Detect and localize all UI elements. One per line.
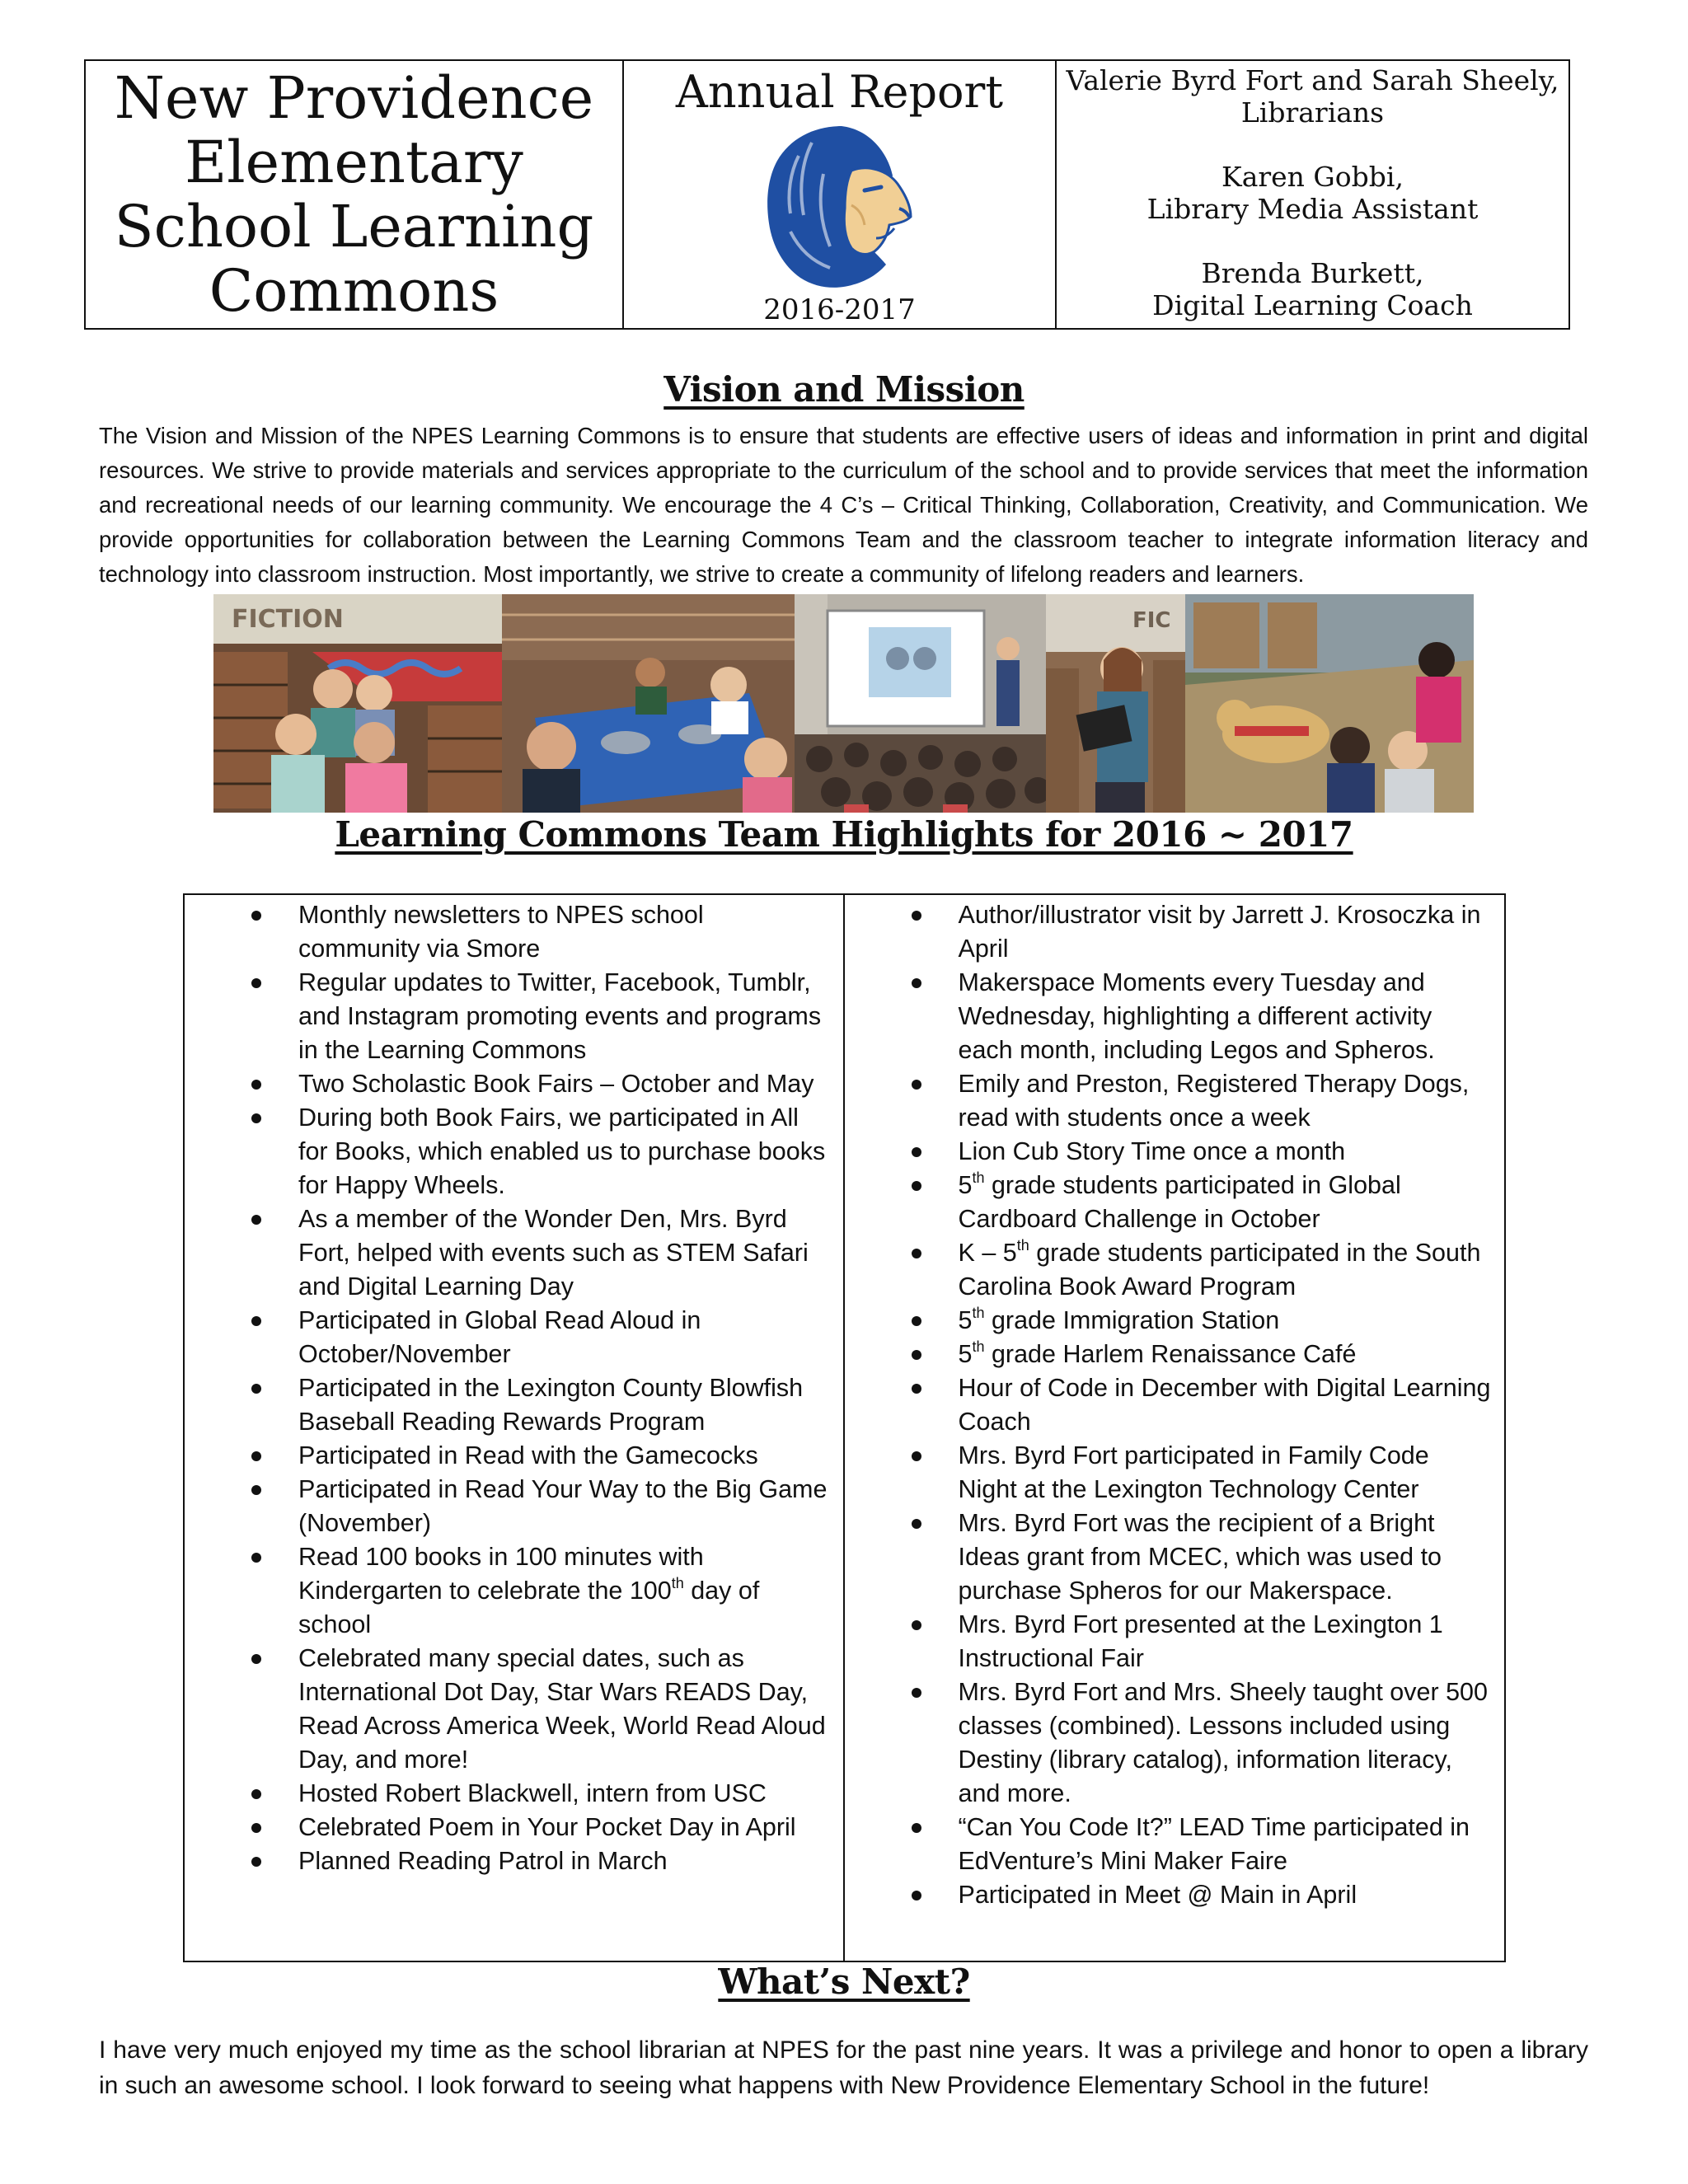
highlight-item [185, 1473, 843, 1540]
staff-name: Valerie Byrd Fort and Sarah Sheely, [1066, 64, 1559, 96]
staff-entry [1057, 161, 1568, 225]
staff-role: Digital Learning Coach [1152, 289, 1473, 321]
report-title-cell [624, 61, 1057, 328]
highlight-item [185, 966, 843, 1067]
ordinal-suffix: th [972, 1338, 985, 1355]
highlight-text: grade Harlem Renaissance Café [984, 1340, 1357, 1368]
highlight-text: Lion Cub Story Time once a month [958, 1137, 1346, 1165]
highlight-text: grade Immigration Station [984, 1306, 1280, 1334]
highlight-text: day of school [298, 1577, 760, 1638]
highlight-item [185, 1101, 843, 1202]
ordinal-suffix: th [1016, 1236, 1029, 1254]
report-title: Annual Report [675, 66, 1004, 118]
highlights-heading: Learning Commons Team Highlights for 2016 ~ 2017 [335, 814, 1353, 855]
highlight-text: Makerspace Moments every Tuesday and Wednesday, highlighting a different activity each month, including Legos and Spheros. [958, 968, 1435, 1064]
report-header [84, 59, 1570, 330]
highlight-text: Planned Reading Patrol in March [298, 1847, 668, 1875]
highlight-text: Two Scholastic Book Fairs – October and May [298, 1070, 814, 1098]
highlight-text: Hosted Robert Blackwell, intern from USC [298, 1779, 767, 1807]
highlight-item [845, 966, 1505, 1067]
highlight-text: 5 [958, 1306, 973, 1334]
highlight-item [845, 1236, 1505, 1304]
highlight-text: grade students participated in Global Cardboard Challenge in October [958, 1171, 1401, 1233]
highlight-text: 5 [958, 1171, 973, 1199]
ordinal-suffix: th [972, 1169, 985, 1186]
highlight-text: Participated in Global Read Aloud in October/November [298, 1306, 701, 1368]
photo-classroom-presentation [795, 594, 1046, 813]
highlight-item [185, 1304, 843, 1371]
highlight-item [185, 1777, 843, 1811]
report-year: 2016-2017 [763, 293, 916, 326]
highlights-right-column [845, 895, 1505, 1961]
highlight-item [845, 1338, 1505, 1371]
highlight-text: Emily and Preston, Registered Therapy Dogs, read with students once a week [958, 1070, 1470, 1132]
highlight-item [845, 1371, 1505, 1439]
highlight-item [845, 1811, 1505, 1878]
highlight-text: Participated in Meet @ Main in April [958, 1881, 1357, 1909]
highlight-item [185, 1371, 843, 1439]
ordinal-suffix: th [671, 1574, 684, 1591]
staff-name: Karen Gobbi, [1221, 161, 1404, 193]
highlight-item [845, 1067, 1505, 1135]
ordinal-suffix: th [972, 1304, 985, 1321]
highlight-text: Read 100 books in 100 minutes with Kindergarten to celebrate the 100 [298, 1543, 704, 1605]
highlight-text: 5 [958, 1340, 973, 1368]
highlight-item [845, 1169, 1505, 1236]
highlight-item [185, 1844, 843, 1878]
photo-reading-aloud [1046, 594, 1185, 813]
highlight-item [185, 1642, 843, 1777]
staff-list [1057, 61, 1568, 321]
highlight-item [845, 898, 1505, 966]
lion-mascot-logo [766, 123, 914, 289]
highlight-text: Monthly newsletters to NPES school community via Smore [298, 901, 704, 963]
staff-name: Brenda Burkett, [1201, 257, 1424, 289]
staff-entry [1057, 64, 1568, 129]
school-name-cell [86, 61, 624, 328]
closing-paragraph: I have very much enjoyed my time as the school librarian at NPES for the past nine years. It was a privilege and honor to open a library in such an awesome school. I look forward to seeing what happens with New Providence Elementary School in the future! [99, 2036, 1588, 2099]
highlight-item [185, 898, 843, 966]
highlight-text: Mrs. Byrd Fort and Mrs. Sheely taught over 500 classes (combined). Lessons included using Destiny (library catalog), information literacy, and more. [958, 1678, 1488, 1807]
highlight-item [845, 1878, 1505, 1912]
highlights-right-list [845, 898, 1505, 1912]
highlight-item [845, 1675, 1505, 1811]
highlight-item [845, 1608, 1505, 1675]
school-name: New Providence Elementary School Learning Commons [114, 64, 594, 325]
highlights-left-list [185, 898, 843, 1878]
highlight-item [185, 1811, 843, 1844]
photo-therapy-dog [1185, 594, 1474, 813]
vision-paragraph: The Vision and Mission of the NPES Learning Commons is to ensure that students are effective users of ideas and information in print and digital resources. We strive to provide materials and services appropriate to the curriculum of the school and to provide services that meet the information and recreational needs of our learning community. We encourage the 4 C’s – Critical Thinking, Collaboration, Creativity, and Communication. We provide opportunities for collaboration between the Learning Commons Team and the classroom teacher to integrate information literacy and technology into classroom instruction. Most importantly, we strive to create a community of lifelong readers and learners. [99, 423, 1588, 587]
highlight-text: Mrs. Byrd Fort presented at the Lexington 1 Instructional Fair [958, 1610, 1443, 1672]
photo-students-table [502, 594, 795, 813]
highlight-item [185, 1540, 843, 1642]
whats-next-heading: What’s Next? [718, 1961, 970, 2002]
fic-sign-text: FIC [1132, 608, 1171, 633]
highlight-text: Celebrated many special dates, such as International Dot Day, Star Wars READS Day, Read Across America Week, World Read Aloud Day, and more! [298, 1644, 826, 1774]
staff-role: Library Media Assistant [1146, 193, 1479, 225]
staff-cell [1057, 61, 1568, 328]
staff-role: Librarians [1240, 96, 1385, 129]
highlight-text: Regular updates to Twitter, Facebook, Tumblr, and Instagram promoting events and programs in the Learning Commons [298, 968, 822, 1064]
highlight-text: Participated in Read with the Gamecocks [298, 1441, 758, 1469]
highlight-text: Mrs. Byrd Fort was the recipient of a Bright Ideas grant from MCEC, which was used to purchase Spheros for our Makerspace. [958, 1509, 1442, 1605]
photo-strip [213, 594, 1474, 813]
photo-library-staff [213, 594, 502, 813]
highlight-item [845, 1304, 1505, 1338]
highlight-text: Author/illustrator visit by Jarrett J. Krosoczka in April [958, 901, 1481, 963]
highlight-text: “Can You Code It?” LEAD Time participated in EdVenture’s Mini Maker Faire [958, 1813, 1470, 1875]
highlight-item [845, 1507, 1505, 1608]
highlight-text: Mrs. Byrd Fort participated in Family Code Night at the Lexington Technology Center [958, 1441, 1429, 1503]
highlights-left-column [185, 895, 845, 1961]
highlight-text: Participated in the Lexington County Blowfish Baseball Reading Rewards Program [298, 1374, 804, 1436]
highlight-item [185, 1439, 843, 1473]
highlight-text: Celebrated Poem in Your Pocket Day in April [298, 1813, 796, 1841]
highlight-text: Participated in Read Your Way to the Big Game (November) [298, 1475, 828, 1537]
highlights-table [183, 893, 1506, 1962]
staff-entry [1057, 257, 1568, 321]
highlight-text: During both Book Fairs, we participated in All for Books, which enabled us to purchase books for Happy Wheels. [298, 1104, 826, 1199]
highlight-text: As a member of the Wonder Den, Mrs. Byrd Fort, helped with events such as STEM Safari and Digital Learning Day [298, 1205, 809, 1301]
fiction-sign-text: FICTION [232, 605, 344, 634]
highlight-item [845, 1439, 1505, 1507]
highlight-item [185, 1202, 843, 1304]
highlight-item [185, 1067, 843, 1101]
vision-heading: Vision and Mission [663, 369, 1025, 410]
highlight-text: Hour of Code in December with Digital Learning Coach [958, 1374, 1491, 1436]
highlight-text: grade students participated in the South Carolina Book Award Program [958, 1239, 1481, 1301]
highlight-text: K – 5 [958, 1239, 1017, 1267]
highlight-item [845, 1135, 1505, 1169]
